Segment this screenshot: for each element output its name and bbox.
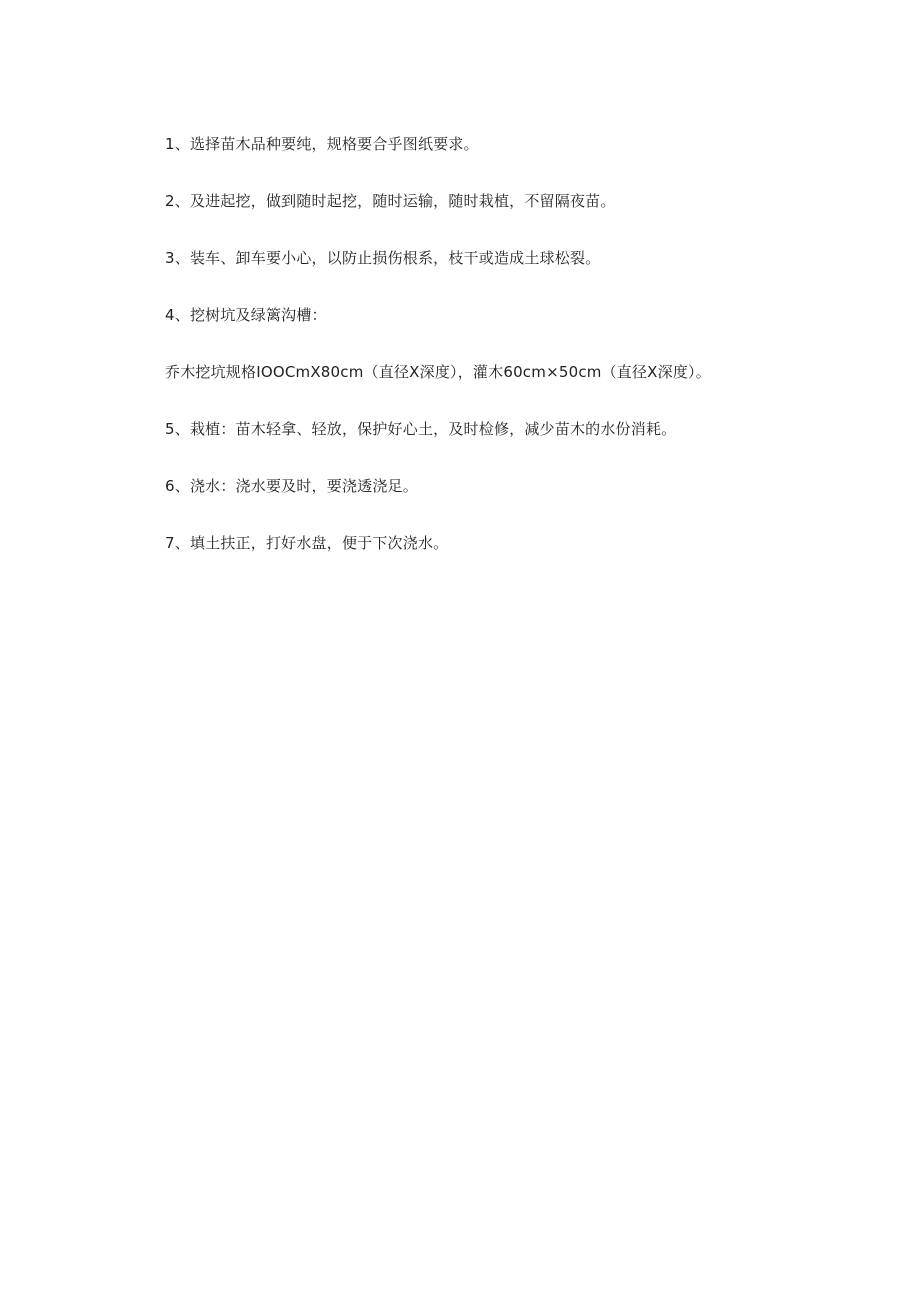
paragraph-spec: 乔木挖坑规格IOOCmX80cm（直径X深度），灌木60cm×50cm（直径X深度）。	[165, 363, 711, 381]
paragraph-item-4: 4、挖树坑及绿篱沟槽：	[165, 306, 327, 324]
paragraph-item-2: 2、及进起挖，做到随时起挖，随时运输，随时栽植，不留隔夜苗。	[165, 192, 616, 210]
paragraph-item-3: 3、装车、卸车要小心，以防止损伤根系，枝干或造成土球松裂。	[165, 249, 601, 267]
paragraph-item-5: 5、栽植：苗木轻拿、轻放，保护好心土，及时检修，减少苗木的水份消耗。	[165, 420, 677, 438]
document-body	[165, 132, 805, 588]
paragraph-item-7: 7、填土扶正，打好水盘，便于下次浇水。	[165, 534, 449, 552]
paragraph-item-1: 1、选择苗木品种要纯，规格要合乎图纸要求。	[165, 135, 479, 153]
paragraph-item-6: 6、浇水：浇水要及时，要浇透浇足。	[165, 477, 418, 495]
